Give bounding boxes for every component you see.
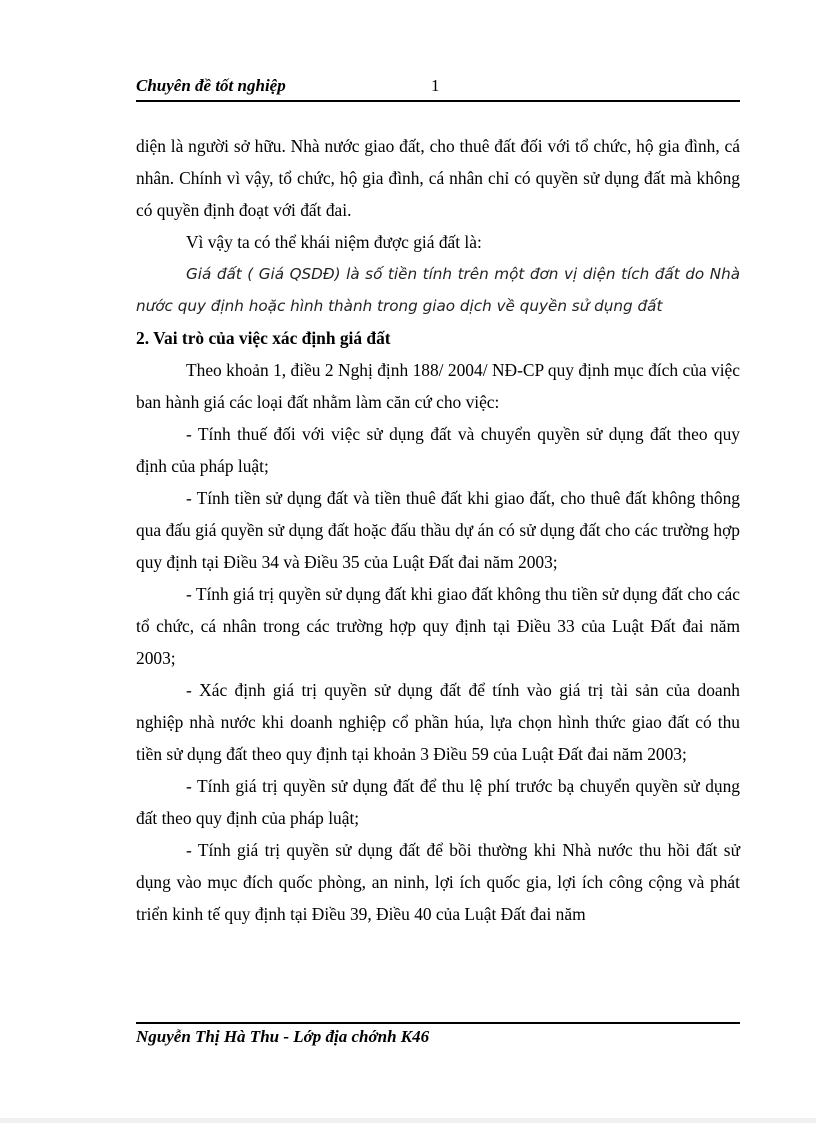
paragraph-continuation: diện là người sở hữu. Nhà nước giao đất, cho thuê đất đối với tổ chức, hộ gia đình, cá nhân. Chính vì vậy, tổ chức, hộ gia đình, cá nhân chỉ có quyền sử dụng đất mà không có quyền định đoạt với đất đai. — [136, 136, 740, 220]
paragraph-intro: Vì vậy ta có thể khái niệm được giá đất là: — [186, 232, 482, 252]
header-divider — [136, 100, 740, 102]
list-item: - Tính giá trị quyền sử dụng đất để bồi thường khi Nhà nước thu hồi đất sử dụng vào mục đích quốc phòng, an ninh, lợi ích quốc gia, lợi ích công cộng và phát triển kinh tế quy định tại Điều 39, Điều 40 của Luật Đất đai năm — [136, 840, 740, 924]
page-footer: Nguyễn Thị Hà Thu - Lớp địa chớnh K46 — [136, 1027, 430, 1046]
page-edge — [0, 1118, 816, 1123]
list-item: - Xác định giá trị quyền sử dụng đất để tính vào giá trị tài sản của doanh nghiệp nhà nước khi doanh nghiệp cổ phần húa, lựa chọn hình thức giao đất có thu tiền sử dụng đất theo quy định tại khoản 3 Điều 59 của Luật Đất đai năm 2003; — [136, 680, 740, 764]
list-item: - Tính tiền sử dụng đất và tiền thuê đất khi giao đất, cho thuê đất không thông qua đấu giá quyền sử dụng đất hoặc đấu thầu dự án có sử dụng đất cho các trường hợp quy định tại Điều 34 và Điều 35 của Luật Đất đai năm 2003; — [136, 488, 740, 572]
list-item: - Tính giá trị quyền sử dụng đất để thu lệ phí trước bạ chuyển quyền sử dụng đất theo quy định của pháp luật; — [136, 776, 740, 828]
list-item: - Tính giá trị quyền sử dụng đất khi giao đất không thu tiền sử dụng đất cho các tổ chức, cá nhân trong các trường hợp quy định tại Điều 33 của Luật Đất đai năm 2003; — [136, 584, 740, 668]
footer-divider — [136, 1022, 740, 1024]
document-body — [136, 130, 740, 930]
page-header — [136, 76, 740, 98]
page-number: 1 — [431, 76, 440, 95]
paragraph-decree: Theo khoản 1, điều 2 Nghị định 188/ 2004/ NĐ-CP quy định mục đích của việc ban hành giá các loại đất nhằm làm căn cứ cho việc: — [136, 360, 740, 412]
definition-paragraph: Giá đất ( Giá QSDĐ) là số tiền tính trên một đơn vị diện tích đất do Nhà nước quy định hoặc hình thành trong giao dịch về quyền sử dụng đất — [136, 265, 740, 315]
list-item: - Tính thuế đối với việc sử dụng đất và chuyển quyền sử dụng đất theo quy định của pháp luật; — [136, 424, 740, 476]
header-title: Chuyên đề tốt nghiệp — [136, 76, 286, 95]
section-heading: 2. Vai trò của việc xác định giá đất — [136, 328, 391, 348]
